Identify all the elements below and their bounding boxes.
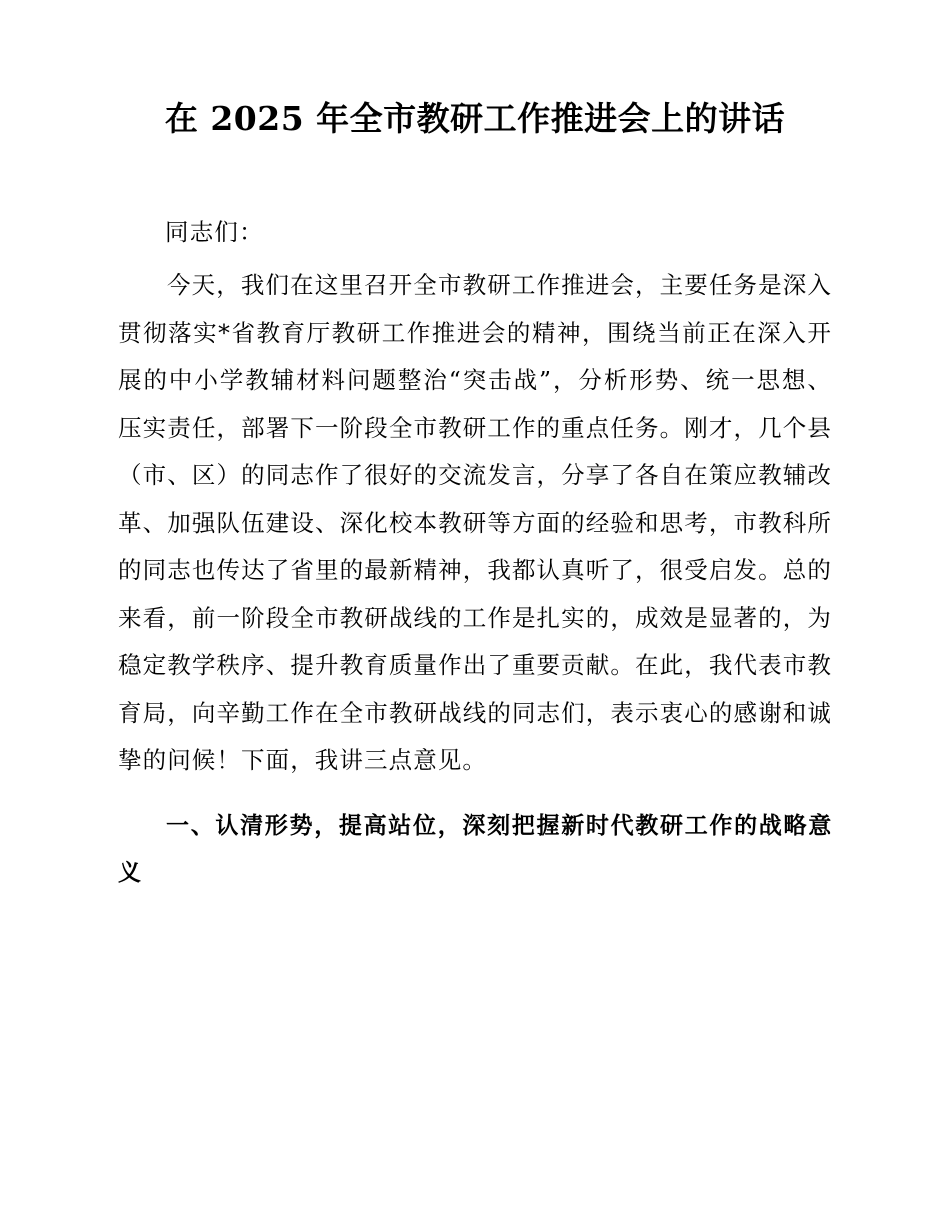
salutation: 同志们： <box>165 218 264 246</box>
document-title: 在 2025 年全市教研工作推进会上的讲话 <box>164 99 786 138</box>
body-paragraph-1: 今天，我们在这里召开全市教研工作推进会，主要任务是深入贯彻落实*省教育厅教研工作推进会的精神，围绕当前正在深入开展的中小学教辅材料问题整治“突击战”，分析形势、统一思想、压实责任，部署下一阶段全市教研工作的重点任务。刚才，几个县（市、区）的同志作了很好的交流发言，分享了各自在策应教辅改革、加强队伍建设、深化校本教研等方面的经验和思考，市教科所的同志也传达了省里的最新精神，我都认真听了，很受启发。总的来看，前一阶段全市教研战线的工作是扎实的，成效是显著的，为稳定教学秩序、提升教育质量作出了重要贡献。在此，我代表市教育局，向辛勤工作在全市教研战线的同志们，表示衷心的感谢和诚挚的问候！下面，我讲三点意见。 <box>118 271 832 774</box>
section-heading-1: 一、认清形势，提高站位，深刻把握新时代教研工作的战略意义 <box>118 812 832 886</box>
